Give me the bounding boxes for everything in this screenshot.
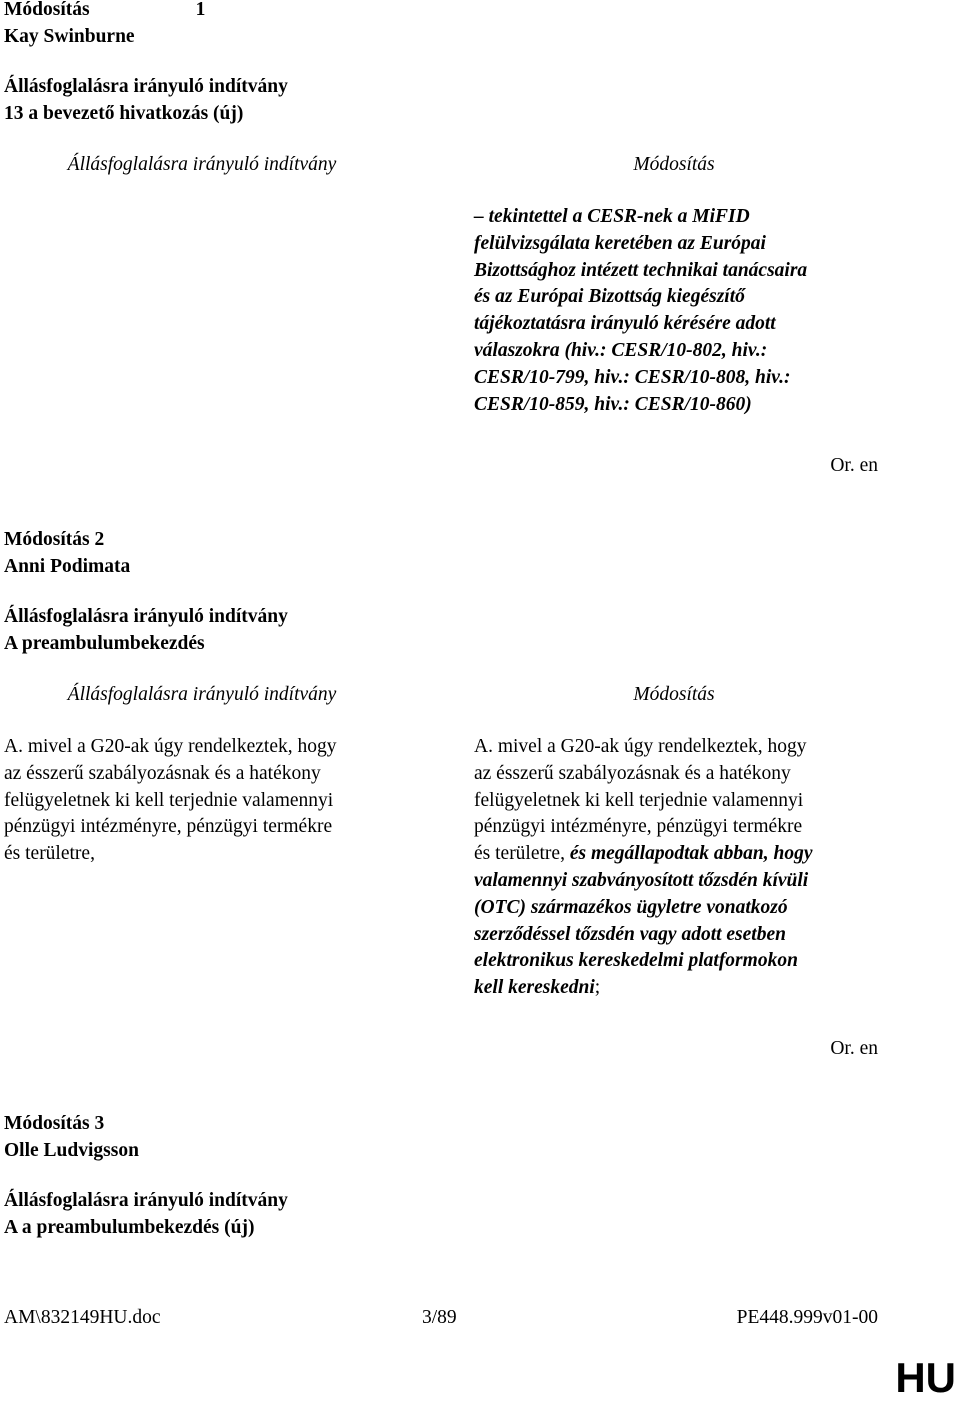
text-line: felülvizsgálata keretében az Európai <box>474 232 766 254</box>
footer-page-number: 3/89 <box>422 1307 457 1328</box>
amendment-2-left-column-head: Állásfoglalásra irányuló indítvány <box>67 684 337 705</box>
text-line: Bizottsághoz intézett technikai tanácsaira <box>474 259 808 281</box>
text-plain: ; <box>594 977 601 999</box>
text-line: A. mivel a G20-ak úgy rendelkeztek, hogy <box>4 736 337 757</box>
text-line: CESR/10-859, hiv.: CESR/10-860) <box>474 393 752 415</box>
amendment-2-reference: A preambulumbekezdés <box>4 633 205 654</box>
text-line: az ésszerű szabályozásnak és a hatékony <box>474 762 791 784</box>
text-line: és területre, <box>4 843 95 865</box>
footer-pe-number: PE448.999v01-00 <box>736 1307 878 1328</box>
amendment-2-left-text <box>4 734 404 868</box>
amendment-1-doc-type: Állásfoglalásra irányuló indítvány <box>4 76 288 97</box>
amendment-1-reference: 13 a bevezető hivatkozás (új) <box>4 103 244 124</box>
text-line-added: szerződéssel tőzsdén vagy adott esetben <box>474 923 786 945</box>
text-line: pénzügyi intézményre, pénzügyi termékre <box>4 816 333 838</box>
text-line: és az Európai Bizottság kiegészítő <box>474 286 745 308</box>
amendment-2-right-text <box>474 734 874 1002</box>
text-added: és megállapodtak abban, hogy <box>564 843 813 865</box>
amendment-1-right-text <box>474 204 874 418</box>
amendment-3-reference: A a preambulumbekezdés (új) <box>4 1217 255 1238</box>
amendment-2-author: Anni Podimata <box>4 556 131 577</box>
amendment-1-right-column-head: Módosítás <box>633 154 715 175</box>
text-line: válaszokra (hiv.: CESR/10-802, hiv.: <box>474 339 768 361</box>
text-line: felügyeletnek ki kell terjednie valamennyi <box>4 789 334 811</box>
text-plain: és területre, <box>474 843 565 865</box>
text-line: pénzügyi intézményre, pénzügyi termékre <box>474 816 803 838</box>
amendment-3-doc-type: Állásfoglalásra irányuló indítvány <box>4 1190 288 1211</box>
text-line: felügyeletnek ki kell terjednie valamennyi <box>474 789 804 811</box>
text-line: tájékoztatásra irányuló kérésére adott <box>474 313 776 335</box>
text-line: – tekintettel a CESR-nek a MiFID <box>474 206 750 227</box>
amendment-2-doc-type: Állásfoglalásra irányuló indítvány <box>4 606 288 627</box>
text-line-mixed <box>474 841 874 868</box>
text-line-mixed <box>474 975 874 1002</box>
text-line: az ésszerű szabályozásnak és a hatékony <box>4 762 321 784</box>
text-line-added: valamennyi szabványosított tőzsdén kívüli <box>474 869 809 891</box>
amendment-1-origin: Or. en <box>830 455 878 476</box>
amendment-3-header: Módosítás 3 <box>4 1113 105 1134</box>
text-line-added: elektronikus kereskedelmi platformokon <box>474 950 798 972</box>
amendment-1-left-column-head: Állásfoglalásra irányuló indítvány <box>67 154 337 175</box>
amendment-1-header: Módosítás 1 <box>4 0 206 20</box>
amendment-2-origin: Or. en <box>830 1038 878 1059</box>
amendment-2-header: Módosítás 2 <box>4 529 105 550</box>
amendment-3-author: Olle Ludvigsson <box>4 1140 139 1161</box>
text-added: kell kereskedni <box>474 977 595 999</box>
language-code: HU <box>895 1354 956 1401</box>
footer-doc-id: AM\832149HU.doc <box>4 1307 161 1328</box>
text-line: CESR/10-799, hiv.: CESR/10-808, hiv.: <box>474 366 791 388</box>
amendment-1-author: Kay Swinburne <box>4 26 135 47</box>
text-line-added: (OTC) származékos ügyletre vonatkozó <box>474 896 788 918</box>
amendment-2-right-column-head: Módosítás <box>633 684 715 705</box>
text-line: A. mivel a G20-ak úgy rendelkeztek, hogy <box>474 736 807 757</box>
